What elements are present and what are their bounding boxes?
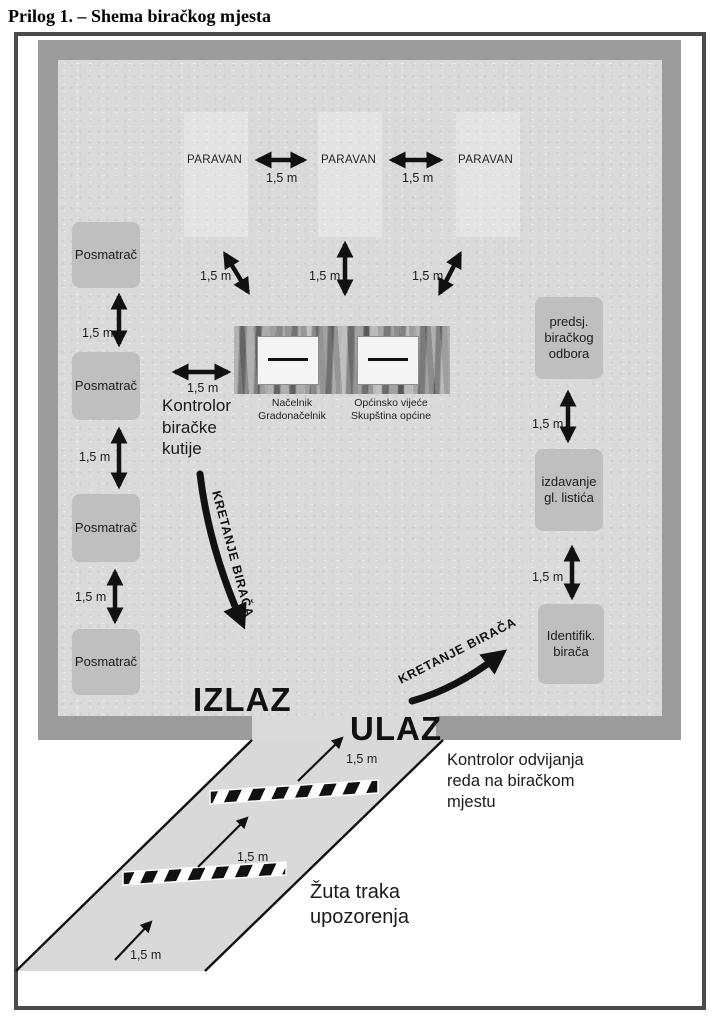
distance-label: 1,5 m xyxy=(75,590,107,604)
booth-distance-arrow-left xyxy=(225,254,248,292)
controller-line: Kontrolor xyxy=(162,396,231,415)
distance-label: 1,5 m xyxy=(187,381,219,395)
distance-label: 1,5 m xyxy=(200,269,232,283)
booth-distance-arrow-right xyxy=(440,254,460,293)
paravan-label-1: PARAVAN xyxy=(187,154,243,166)
distance-label: 1,5 m xyxy=(130,948,162,962)
ballot-issue-label: gl. listića xyxy=(544,490,594,505)
distance-label: 1,5 m xyxy=(346,752,378,766)
president-label: odbora xyxy=(548,346,590,361)
queue-controller-line: reda na biračkom xyxy=(447,772,575,790)
caption-line: Općinsko vijeće xyxy=(354,397,428,409)
queue-controller-line: mjestu xyxy=(447,793,496,811)
president-label: biračkog xyxy=(544,330,594,345)
controller-line: kutije xyxy=(162,439,202,458)
warning-tape-line: upozorenja xyxy=(310,906,409,928)
distance-label: 1,5 m xyxy=(237,850,269,864)
queue-controller-label xyxy=(447,750,584,813)
distance-label: 1,5 m xyxy=(402,171,434,185)
identification-label: birača xyxy=(553,644,589,659)
voter-movement-label-exit: KRETANJE BIRAČA xyxy=(209,489,257,619)
ballot-issue-label: izdavanje xyxy=(541,474,597,489)
distance-label: 1,5 m xyxy=(79,450,111,464)
caption-line: Gradonačelnik xyxy=(258,410,326,422)
observer-label: Posmatrač xyxy=(74,247,138,262)
queue-controller-line: Kontrolor odvijanja xyxy=(447,751,584,769)
exit-label: IZLAZ xyxy=(193,681,292,718)
entrance-corridor xyxy=(16,740,443,971)
caption-line: Skupština općine xyxy=(351,410,431,422)
distance-label: 1,5 m xyxy=(309,269,341,283)
distance-label: 1,5 m xyxy=(266,171,298,185)
observer-label: Posmatrač xyxy=(74,520,138,535)
entrance-label: ULAZ xyxy=(350,710,442,747)
paravan-label-3: PARAVAN xyxy=(458,154,514,166)
distance-label: 1,5 m xyxy=(82,326,114,340)
controller-line: biračke xyxy=(162,417,217,437)
distance-label: 1,5 m xyxy=(532,417,564,431)
identification-label: Identifik. xyxy=(546,628,596,643)
page-title: Prilog 1. – Shema biračkog mjesta xyxy=(8,6,271,26)
warning-tape-line: Žuta traka xyxy=(310,881,401,903)
voter-movement-label-entry: KRETANJE BIRAČA xyxy=(396,614,519,687)
paravan-label-2: PARAVAN xyxy=(321,154,377,166)
warning-tape-label xyxy=(310,880,409,930)
caption-line: Načelnik xyxy=(271,397,313,409)
observer-label: Posmatrač xyxy=(74,654,138,669)
distance-label: 1,5 m xyxy=(532,570,564,584)
distance-label: 1,5 m xyxy=(412,269,444,283)
observer-label: Posmatrač xyxy=(74,378,138,393)
president-label: predsj. xyxy=(549,314,589,329)
